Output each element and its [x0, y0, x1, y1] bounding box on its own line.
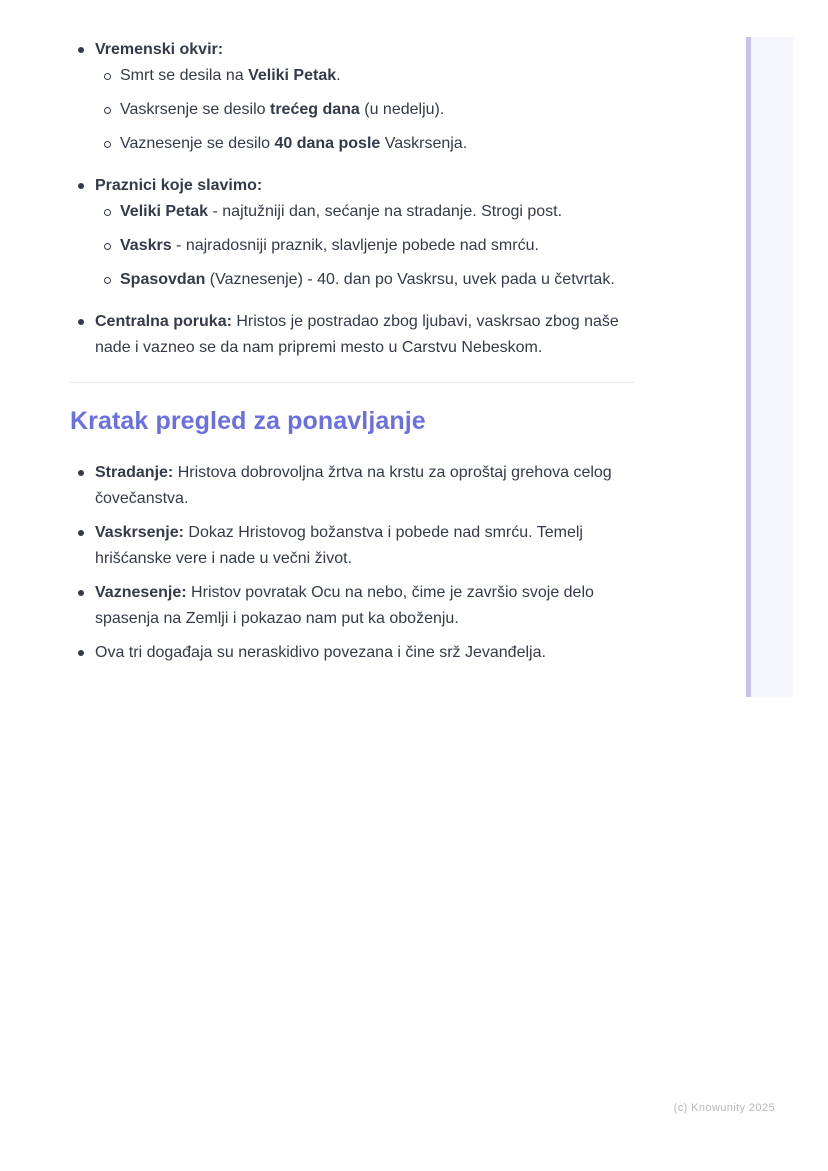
list-item	[70, 520, 636, 572]
bullet-cell	[70, 580, 95, 596]
bold-text-run: Vaskrs	[120, 237, 172, 254]
list-item-text	[95, 37, 636, 63]
list-item	[70, 460, 636, 512]
list-item	[70, 37, 636, 157]
list-item-body	[95, 173, 636, 293]
bullet-disc-icon	[78, 590, 84, 596]
list-item-text	[120, 63, 636, 89]
list-item	[70, 640, 636, 666]
sub-list-item	[95, 63, 636, 89]
text-run: Hristova dobrovoljna žrtva na krstu za oproštaj grehova celog čovečanstva.	[95, 464, 612, 507]
bullet-disc-icon	[78, 183, 84, 189]
bold-text-run: 40 dana posle	[274, 135, 381, 152]
bullet-cell	[70, 640, 95, 656]
list-item-body	[95, 460, 636, 512]
bold-text-run: Spasovdan	[120, 271, 206, 288]
bullet-circle-icon	[104, 243, 111, 250]
list-item-body	[120, 63, 636, 89]
list-item-text	[120, 97, 636, 123]
sub-list-item	[95, 131, 636, 157]
list-item-text	[95, 520, 636, 572]
sub-list-item	[95, 233, 636, 259]
sub-list-item	[95, 97, 636, 123]
copyright-footer: (c) Knowunity 2025	[673, 1102, 775, 1114]
list-item-body	[95, 37, 636, 157]
bullet-cell	[70, 520, 95, 536]
list-item-body	[120, 267, 636, 293]
list-item-body	[95, 640, 636, 666]
text-run: (u nedelju).	[359, 101, 445, 118]
list-item-text	[120, 267, 636, 293]
list-item-text	[120, 131, 636, 157]
review-list	[70, 460, 636, 666]
bold-text-run: Vaskrsenje:	[95, 524, 184, 541]
bullet-cell	[70, 173, 95, 189]
sub-list-item	[95, 267, 636, 293]
content-area	[70, 37, 636, 666]
text-run: - najtužniji dan, sećanje na stradanje. Strogi post.	[208, 203, 563, 220]
bullet-cell	[95, 267, 120, 284]
list-item-body	[120, 97, 636, 123]
notes-list	[70, 37, 636, 361]
list-item-text	[95, 173, 636, 199]
bullet-disc-icon	[78, 650, 84, 656]
bullet-cell	[95, 63, 120, 80]
text-run: .	[336, 67, 341, 84]
list-item-body	[95, 520, 636, 572]
section-divider	[70, 382, 635, 383]
bold-text-run: Praznici koje slavimo:	[95, 177, 263, 194]
bullet-cell	[95, 233, 120, 250]
bullet-cell	[95, 97, 120, 114]
text-run: - najradosniji praznik, slavljenje pobede nad smrću.	[171, 237, 539, 254]
list-item-body	[120, 199, 636, 225]
text-run: Ova tri događaja su neraskidivo povezana i čine srž Jevanđelja.	[95, 644, 546, 661]
bullet-disc-icon	[78, 530, 84, 536]
bullet-cell	[95, 131, 120, 148]
text-run: Vaskrsenja.	[380, 135, 468, 152]
side-highlight-strip	[746, 37, 793, 697]
list-item-text	[120, 199, 636, 225]
list-item-body	[95, 580, 636, 632]
bullet-cell	[95, 199, 120, 216]
list-item-body	[95, 309, 636, 361]
bullet-disc-icon	[78, 47, 84, 53]
bullet-cell	[70, 460, 95, 476]
text-run: Smrt se desila na	[120, 67, 249, 84]
list-item-text	[120, 233, 636, 259]
bullet-cell	[70, 37, 95, 53]
bold-text-run: trećeg dana	[270, 101, 360, 118]
list-item-body	[120, 131, 636, 157]
text-run: (Vaznesenje) - 40. dan po Vaskrsu, uvek pada u četvrtak.	[205, 271, 615, 288]
list-item	[70, 309, 636, 361]
text-run: Hristov povratak Ocu na nebo, čime je završio svoje delo spasenja na Zemlji i pokazao nam put ka oboženju.	[95, 584, 594, 627]
bullet-circle-icon	[104, 277, 111, 284]
bullet-circle-icon	[104, 107, 111, 114]
section-heading: Kratak pregled za ponavljanje	[70, 407, 426, 435]
text-run: Vaskrsenje se desilo	[120, 101, 270, 118]
list-item-text	[95, 309, 636, 361]
list-item-body	[120, 233, 636, 259]
bullet-disc-icon	[78, 319, 84, 325]
bold-text-run: Vaznesenje:	[95, 584, 187, 601]
bullet-circle-icon	[104, 73, 111, 80]
list-item	[70, 173, 636, 293]
list-item-text	[95, 640, 636, 666]
bullet-cell	[70, 309, 95, 325]
bold-text-run: Vremenski okvir:	[95, 41, 224, 58]
list-item-text	[95, 580, 636, 632]
text-run: Vaznesenje se desilo	[120, 135, 275, 152]
bold-text-run: Veliki Petak	[248, 67, 337, 84]
text-run: Dokaz Hristovog božanstva i pobede nad smrću. Temelj hrišćanske vere i nade u večni život.	[95, 524, 583, 567]
sub-list	[95, 199, 636, 293]
bold-text-run: Stradanje:	[95, 464, 174, 481]
sub-list-item	[95, 199, 636, 225]
bold-text-run: Veliki Petak	[120, 203, 209, 220]
list-item	[70, 580, 636, 632]
bold-text-run: Centralna poruka:	[95, 313, 232, 330]
bullet-circle-icon	[104, 141, 111, 148]
sub-list	[95, 63, 636, 157]
bullet-circle-icon	[104, 209, 111, 216]
bullet-disc-icon	[78, 470, 84, 476]
list-item-text	[95, 460, 636, 512]
text-run: Hristos je postradao zbog ljubavi, vaskrsao zbog naše nade i vazneo se da nam pripremi mesto u Carstvu Nebeskom.	[95, 313, 619, 356]
